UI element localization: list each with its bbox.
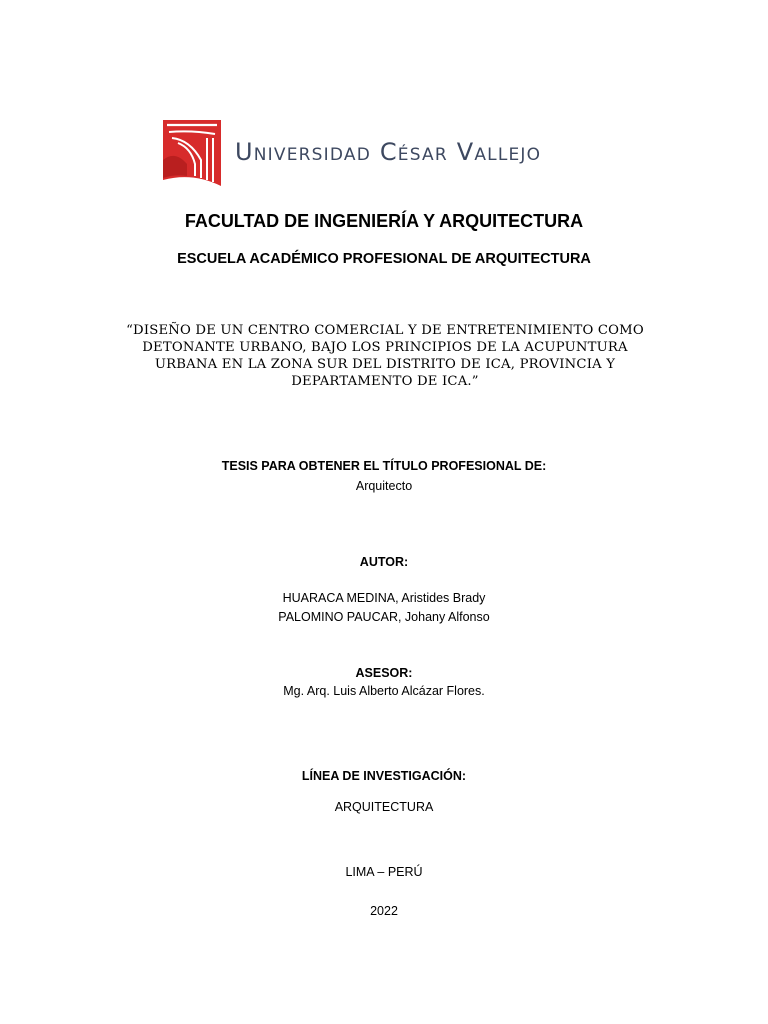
research-line-value: ARQUITECTURA <box>334 800 434 814</box>
advisor-label: ASESOR: <box>355 666 413 680</box>
university-shield-icon <box>163 120 223 186</box>
degree-label: TESIS PARA OBTENER EL TÍTULO PROFESIONAL DE: <box>221 459 547 473</box>
author-name: PALOMINO PAUCAR, Johany Alfonso <box>278 610 490 624</box>
faculty-heading: FACULTAD DE INGENIERÍA Y ARQUITECTURA <box>184 211 584 231</box>
degree-value: Arquitecto <box>355 479 413 493</box>
school-heading: ESCUELA ACADÉMICO PROFESIONAL DE ARQUITECTURA <box>177 251 591 267</box>
research-line-label: LÍNEA DE INVESTIGACIÓN: <box>301 769 467 783</box>
author-label: AUTOR: <box>359 555 409 569</box>
year-text: 2022 <box>370 904 398 918</box>
thesis-title: “DISEÑO DE UN CENTRO COMERCIAL Y DE ENTRETENIMIENTO COMO DETONANTE URBANO, BAJO LOS PRINCIPIOS DE LA ACUPUNTURA URBANA EN LA ZONA SUR DEL DISTRITO DE ICA, PROVINCIA Y DEPARTAMENTO DE ICA.” <box>126 323 644 389</box>
university-name: Universidad César Vallejo <box>235 138 542 166</box>
advisor-name: Mg. Arq. Luis Alberto Alcázar Flores. <box>283 684 485 698</box>
author-name: HUARACA MEDINA, Aristides Brady <box>282 591 486 605</box>
place-text: LIMA – PERÚ <box>345 865 423 879</box>
university-logo <box>163 120 588 188</box>
